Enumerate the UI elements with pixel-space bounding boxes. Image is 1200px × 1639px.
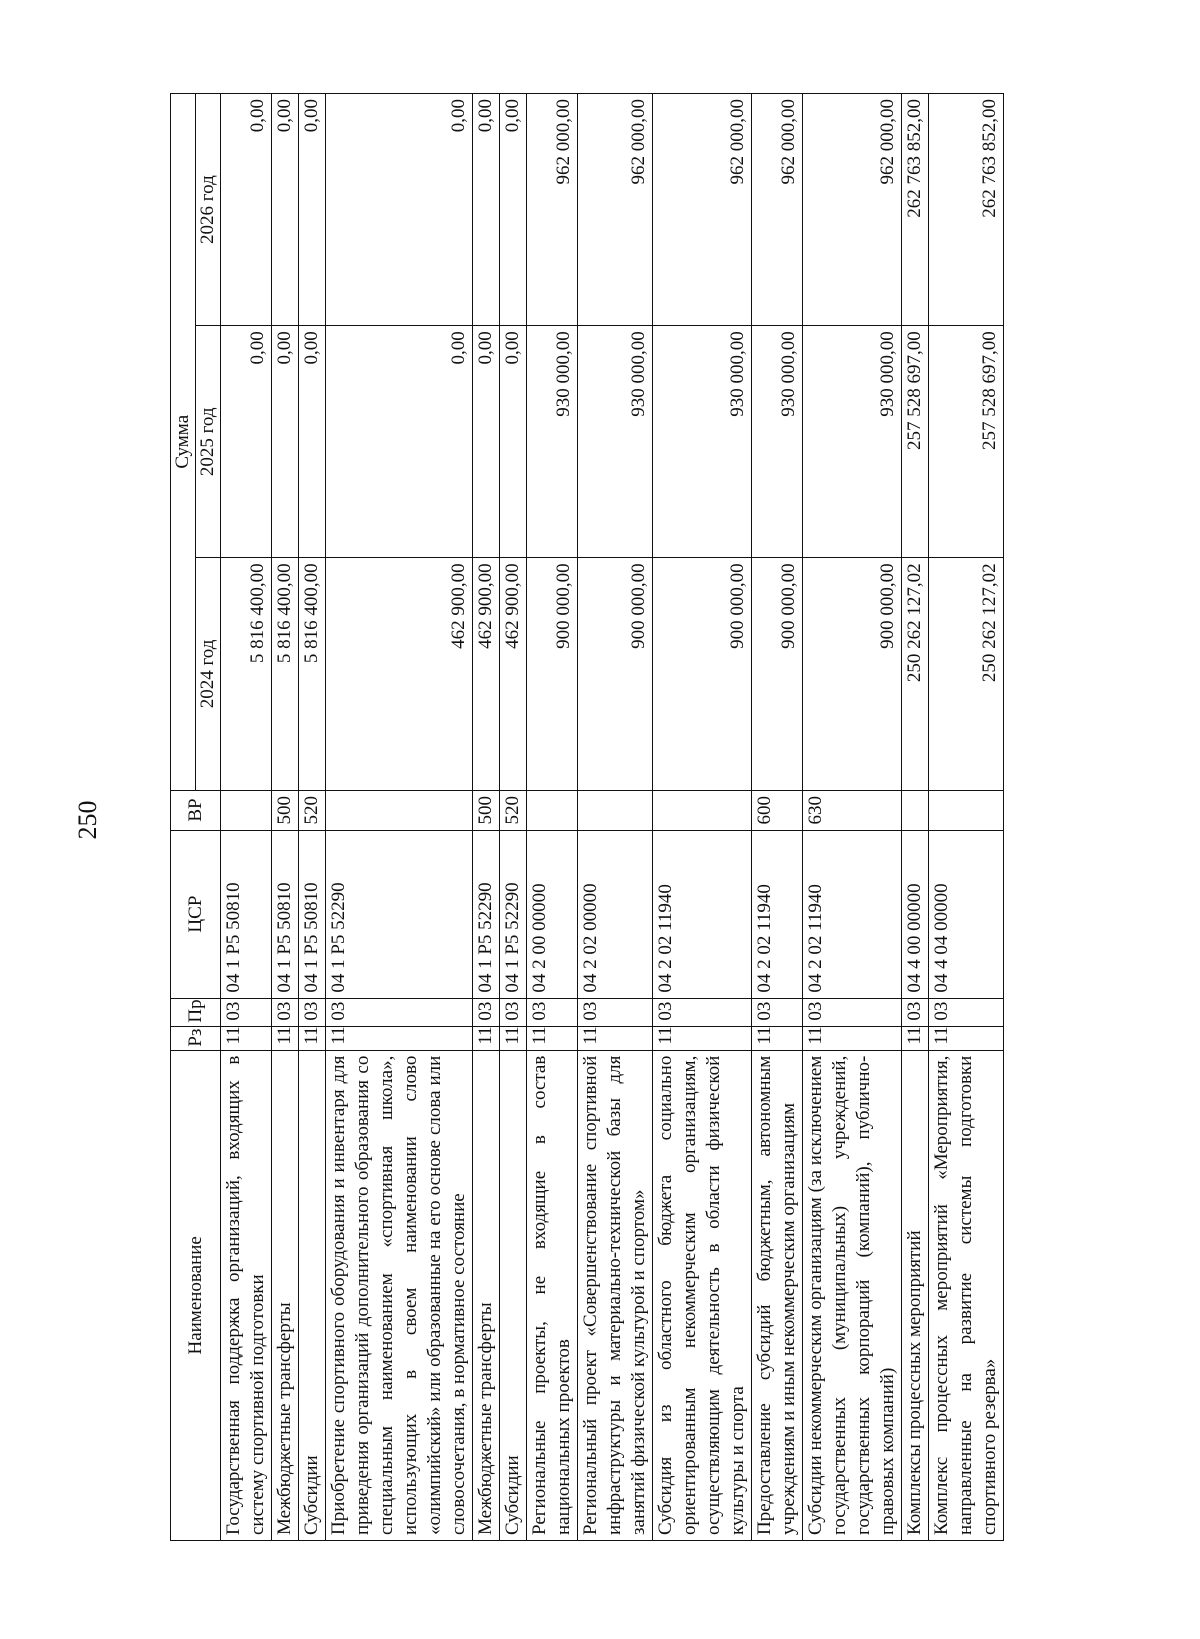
cell-2026: 262 763 852,00	[929, 94, 1004, 326]
cell-vr: 630	[803, 790, 902, 830]
cell-rz: 11	[221, 1026, 272, 1050]
cell-rz: 11	[500, 1026, 527, 1050]
cell-pr: 03	[752, 998, 803, 1026]
header-2024: 2024 год	[196, 558, 221, 790]
cell-2026: 0,00	[221, 94, 272, 326]
cell-vr	[929, 790, 1004, 830]
table-row	[929, 94, 1004, 1541]
cell-2026: 962 000,00	[578, 94, 653, 326]
cell-2026: 0,00	[326, 94, 473, 326]
cell-name: Региональный проект «Совершенствование спортивной инфраструктуры и материально-технической базы для занятий физической культурой и спортом»	[578, 1050, 653, 1540]
header-rz: Рз	[171, 1026, 221, 1050]
cell-2026: 262 763 852,00	[902, 94, 929, 326]
table-row	[578, 94, 653, 1541]
cell-pr: 03	[473, 998, 500, 1026]
cell-csr: 04 2 02 11940	[752, 830, 803, 998]
cell-2025: 0,00	[221, 326, 272, 558]
cell-2025: 0,00	[473, 326, 500, 558]
cell-rz: 11	[527, 1026, 578, 1050]
cell-csr: 04 1 Р5 52290	[326, 830, 473, 998]
cell-name: Приобретение спортивного оборудования и инвентаря для приведения организаций дополнительного образования со специальным наименованием «спортивная школа», использующих в своем наименовании слово «олимпийский» или образованные на его основе слова или словосочетания, в нормативное состояние	[326, 1050, 473, 1540]
cell-pr: 03	[272, 998, 299, 1026]
table-row	[653, 94, 752, 1541]
cell-pr: 03	[527, 998, 578, 1026]
cell-2024: 462 900,00	[473, 558, 500, 790]
cell-csr: 04 2 02 11940	[803, 830, 902, 998]
table-row	[803, 94, 902, 1541]
cell-rz: 11	[902, 1026, 929, 1050]
cell-vr	[527, 790, 578, 830]
cell-rz: 11	[752, 1026, 803, 1050]
table-row	[752, 94, 803, 1541]
cell-2025: 0,00	[272, 326, 299, 558]
cell-2026: 0,00	[473, 94, 500, 326]
cell-csr: 04 1 Р5 52290	[500, 830, 527, 998]
cell-vr	[326, 790, 473, 830]
cell-csr: 04 2 02 00000	[578, 830, 653, 998]
cell-name: Межбюджетные трансферты	[272, 1050, 299, 1540]
table-row	[272, 94, 299, 1541]
cell-csr: 04 2 00 00000	[527, 830, 578, 998]
cell-vr: 600	[752, 790, 803, 830]
header-pr: Пр	[171, 998, 221, 1026]
cell-2024: 900 000,00	[653, 558, 752, 790]
header-csr: ЦСР	[171, 830, 221, 998]
table-row	[473, 94, 500, 1541]
cell-vr	[221, 790, 272, 830]
cell-name: Субсидии некоммерческим организациям (за исключением государственных (муниципальных) учреждений, государственных корпораций (компаний), публично-правовых компаний)	[803, 1050, 902, 1540]
header-sum: Сумма	[171, 94, 196, 791]
cell-vr: 500	[473, 790, 500, 830]
cell-rz: 11	[653, 1026, 752, 1050]
cell-2026: 962 000,00	[803, 94, 902, 326]
cell-csr: 04 4 00 00000	[902, 830, 929, 998]
cell-name: Субсидии	[500, 1050, 527, 1540]
cell-rz: 11	[326, 1026, 473, 1050]
cell-vr	[902, 790, 929, 830]
cell-2025: 0,00	[326, 326, 473, 558]
cell-2026: 0,00	[272, 94, 299, 326]
cell-pr: 03	[326, 998, 473, 1026]
cell-2025: 257 528 697,00	[902, 326, 929, 558]
cell-2024: 5 816 400,00	[272, 558, 299, 790]
cell-2024: 900 000,00	[752, 558, 803, 790]
cell-2024: 5 816 400,00	[299, 558, 326, 790]
cell-2024: 900 000,00	[527, 558, 578, 790]
cell-vr: 520	[299, 790, 326, 830]
cell-2024: 250 262 127,02	[902, 558, 929, 790]
cell-csr: 04 2 02 11940	[653, 830, 752, 998]
cell-2025: 930 000,00	[527, 326, 578, 558]
table-row	[500, 94, 527, 1541]
cell-2026: 962 000,00	[653, 94, 752, 326]
table-row	[299, 94, 326, 1541]
cell-name: Субсидии	[299, 1050, 326, 1540]
cell-2025: 930 000,00	[803, 326, 902, 558]
cell-2024: 462 900,00	[500, 558, 527, 790]
cell-pr: 03	[500, 998, 527, 1026]
cell-2026: 962 000,00	[527, 94, 578, 326]
cell-pr: 03	[221, 998, 272, 1026]
cell-csr: 04 1 Р5 50810	[221, 830, 272, 998]
cell-pr: 03	[803, 998, 902, 1026]
cell-name: Региональные проекты, не входящие в состав национальных проектов	[527, 1050, 578, 1540]
table-row	[326, 94, 473, 1541]
cell-rz: 11	[272, 1026, 299, 1050]
table-row	[221, 94, 272, 1541]
cell-pr: 03	[929, 998, 1004, 1026]
rotated-table-container	[170, 93, 1027, 1541]
cell-rz: 11	[929, 1026, 1004, 1050]
cell-vr: 500	[272, 790, 299, 830]
cell-2026: 0,00	[299, 94, 326, 326]
cell-vr	[653, 790, 752, 830]
header-vr: ВР	[171, 790, 221, 830]
cell-2024: 900 000,00	[803, 558, 902, 790]
cell-rz: 11	[299, 1026, 326, 1050]
cell-2025: 0,00	[299, 326, 326, 558]
cell-rz: 11	[473, 1026, 500, 1050]
cell-pr: 03	[902, 998, 929, 1026]
cell-rz: 11	[803, 1026, 902, 1050]
cell-2024: 462 900,00	[326, 558, 473, 790]
cell-pr: 03	[578, 998, 653, 1026]
cell-csr: 04 1 Р5 52290	[473, 830, 500, 998]
table-row	[527, 94, 578, 1541]
cell-csr: 04 4 04 00000	[929, 830, 1004, 998]
cell-csr: 04 1 Р5 50810	[272, 830, 299, 998]
cell-2025: 257 528 697,00	[929, 326, 1004, 558]
cell-2025: 930 000,00	[653, 326, 752, 558]
table-row	[902, 94, 929, 1541]
cell-vr	[578, 790, 653, 830]
cell-name: Государственная поддержка организаций, входящих в систему спортивной подготовки	[221, 1050, 272, 1540]
cell-csr: 04 1 Р5 50810	[299, 830, 326, 998]
cell-name: Предоставление субсидий бюджетным, автономным учреждениям и иным некоммерческим организациям	[752, 1050, 803, 1540]
cell-2024: 5 816 400,00	[221, 558, 272, 790]
cell-pr: 03	[653, 998, 752, 1026]
cell-rz: 11	[578, 1026, 653, 1050]
cell-name: Комплекс процессных мероприятий «Мероприятия, направленные на развитие системы подготовки спортивного резерва»	[929, 1050, 1004, 1540]
cell-2026: 962 000,00	[752, 94, 803, 326]
cell-name: Субсидия из областного бюджета социально ориентированным некоммерческим организациям, осуществляющим деятельность в области физической культуры и спорта	[653, 1050, 752, 1540]
page-number: 250	[73, 800, 102, 840]
budget-table	[170, 93, 1004, 1541]
cell-name: Межбюджетные трансферты	[473, 1050, 500, 1540]
header-name: Наименование	[171, 1050, 221, 1540]
cell-2025: 930 000,00	[752, 326, 803, 558]
cell-2025: 930 000,00	[578, 326, 653, 558]
header-2025: 2025 год	[196, 326, 221, 558]
cell-2026: 0,00	[500, 94, 527, 326]
cell-2024: 250 262 127,02	[929, 558, 1004, 790]
cell-name: Комплексы процессных мероприятий	[902, 1050, 929, 1540]
cell-2024: 900 000,00	[578, 558, 653, 790]
cell-vr: 520	[500, 790, 527, 830]
table-body	[221, 94, 1004, 1541]
header-2026: 2026 год	[196, 94, 221, 326]
cell-2025: 0,00	[500, 326, 527, 558]
cell-pr: 03	[299, 998, 326, 1026]
